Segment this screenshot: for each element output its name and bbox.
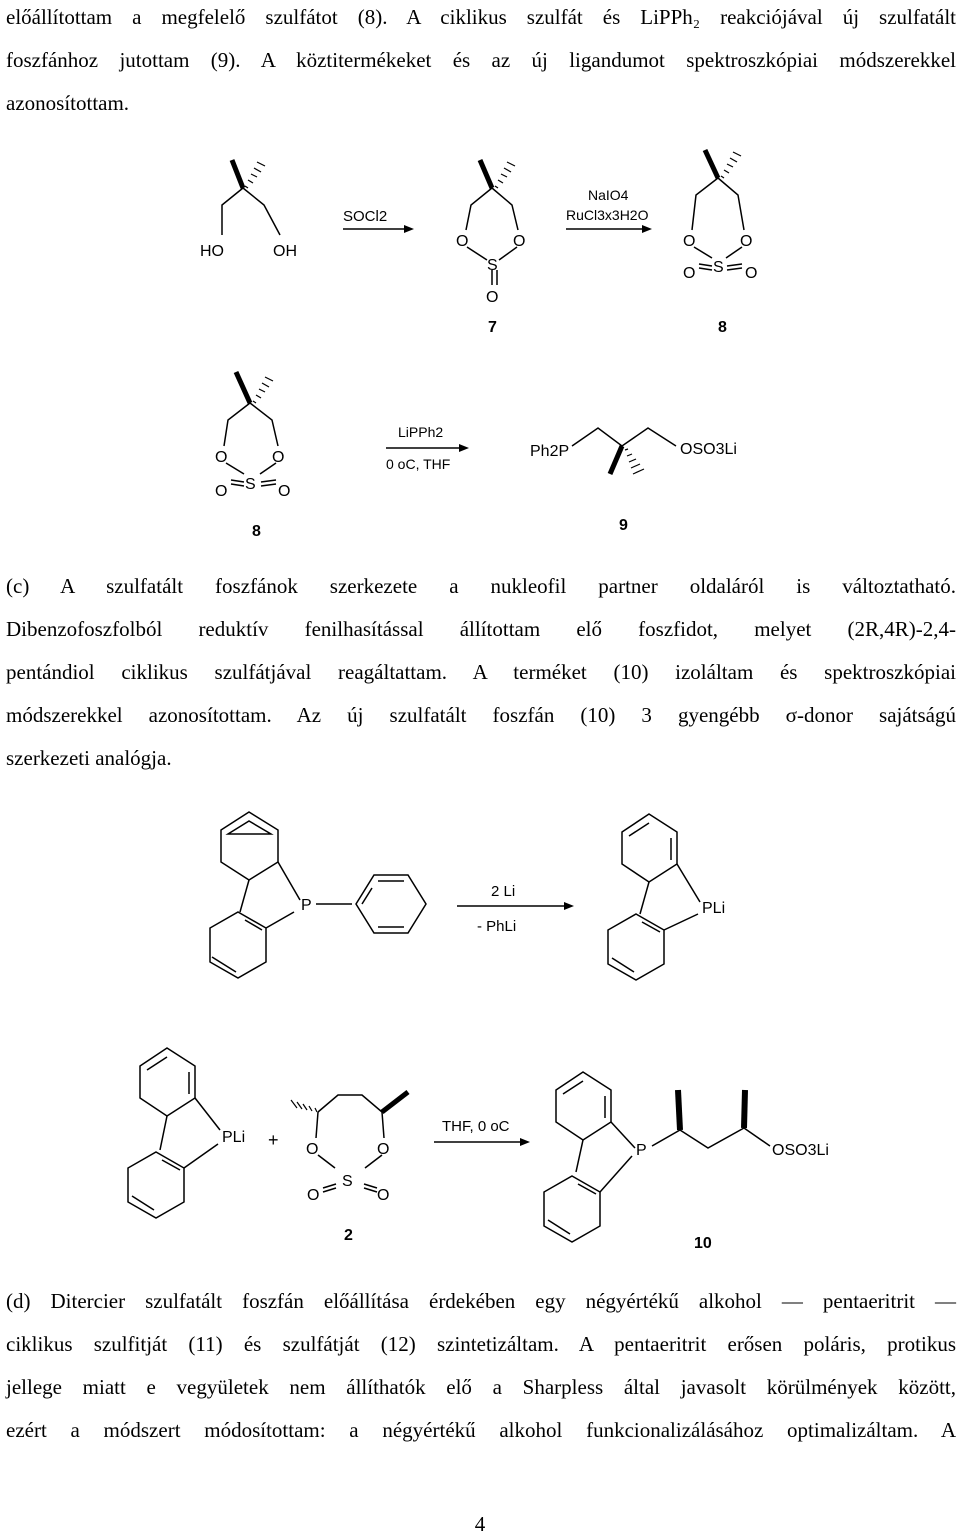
oso3li-group: OSO3Li	[772, 1142, 829, 1159]
reagent-rucl3: RuCl3x3H2O	[566, 207, 649, 223]
scheme-1	[0, 0, 960, 560]
section-d-line-1: (d) Ditercier szulfatált foszfán előállítása érdekében egy négyértékű alkohol — pentaeritrit —	[6, 1289, 956, 1313]
o-atom: O	[278, 483, 291, 500]
section-c-line-5: szerkezeti analógja.	[6, 746, 172, 770]
section-d-line-2: ciklikus szulfitját (11) és szulfátját (12) szintetizáltam. A pentaeritrit erősen poláris, protikus	[6, 1332, 956, 1356]
section-d-paragraph	[6, 1280, 956, 1452]
compound-label-7: 7	[488, 319, 497, 336]
intro-line-3: azonosítottam.	[6, 91, 130, 115]
s-atom: S	[487, 257, 498, 274]
lithium-dibenzophosphide	[608, 814, 725, 980]
reagent-naio4-label: NaIO4	[588, 187, 629, 203]
reagent-socl2: SOCl2	[343, 208, 388, 225]
compound-label-9: 9	[619, 517, 628, 534]
section-c-line-3: pentándiol ciklikus szulfátjával reagáltattam. A terméket (10) izoláltam és spektroszkópiai	[6, 660, 956, 684]
s-atom: S	[713, 259, 724, 276]
o-atom: O	[456, 233, 469, 250]
compound-label-2: 2	[344, 1227, 353, 1244]
o-atom: O	[745, 265, 758, 282]
section-d-line-3: jellege miatt e vegyületek nem állíthatók elő a Sharpless által javasolt körülmények között,	[6, 1375, 956, 1399]
scheme-2	[0, 800, 960, 1270]
o-atom: O	[740, 233, 753, 250]
phenyl-dibenzophosphole	[210, 812, 426, 978]
pli-group: PLi	[222, 1129, 246, 1146]
cyclic-sulfate-8-top	[683, 150, 757, 282]
o-atom: O	[215, 483, 228, 500]
compound-label-10: 10	[694, 1235, 712, 1252]
reagent-lipph2: LiPPh2	[398, 424, 444, 440]
compound-label-8b: 8	[252, 523, 261, 540]
reagent-li: 2 Li	[491, 883, 516, 900]
o-atom: O	[683, 233, 696, 250]
page-number: 4	[474, 1512, 486, 1536]
reagent-phli: - PhLi	[477, 918, 517, 935]
phosphine-sulfate-9	[530, 428, 737, 474]
section-c-line-2: Dibenzofoszfolból reduktív fenilhasítással állítottam elő foszfidot, melyet (2R,4R)-2,4-	[6, 617, 956, 641]
diol-oh: OH	[273, 243, 297, 260]
section-c-line-1: (c) A szulfatált foszfánok szerkezete a nukleofil partner oldaláról is változtatható.	[6, 574, 956, 598]
cyclic-sulfate-8-bottom	[215, 372, 290, 500]
o-atom: O	[683, 265, 696, 282]
o-atom: O	[272, 449, 285, 466]
cyclic-sulfate-2	[291, 1092, 408, 1204]
o-atom: O	[377, 1141, 390, 1158]
reagent-conditions: 0 oC, THF	[386, 456, 451, 472]
phosphine-sulfate-10	[544, 1072, 829, 1242]
p-atom: P	[301, 897, 312, 914]
intro-line-1: előállítottam a megfelelő szulfátot (8). A ciklikus szulfát és LiPPh₂ reakciójával új szulfatált	[6, 5, 956, 29]
compound-label-8: 8	[718, 319, 727, 336]
o-atom: O	[215, 449, 228, 466]
s-atom: S	[342, 1173, 353, 1190]
s-atom: S	[245, 476, 256, 493]
p-atom: P	[636, 1142, 647, 1159]
reaction-conditions: THF, 0 oC	[442, 1118, 510, 1135]
lithium-dibenzophosphide-2	[128, 1048, 245, 1218]
oso3li-group: OSO3Li	[680, 441, 737, 458]
plus-sign: +	[268, 1130, 279, 1150]
diol-structure	[200, 160, 297, 260]
section-c-line-4: módszerekkel azonosítottam. Az új szulfatált foszfán (10) 3 gyengébb σ-donor sajátságú	[6, 703, 956, 727]
cyclic-sulfite-7	[456, 160, 525, 306]
pli-group: PLi	[702, 900, 726, 917]
intro-line-2: foszfánhoz jutottam (9). A köztitermékeket és az új ligandumot spektroszkópiai módszerekkel	[6, 48, 956, 72]
section-d-line-4: ezért a módszert módosítottam: a négyértékű alkohol funkcionalizálásához optimalizáltam. A	[6, 1418, 956, 1442]
ph2p-group: Ph2P	[530, 443, 570, 460]
diol-ho: HO	[200, 243, 224, 260]
o-atom: O	[377, 1187, 390, 1204]
o-atom: O	[513, 233, 526, 250]
o-atom: O	[486, 289, 499, 306]
o-atom: O	[306, 1141, 319, 1158]
section-c-paragraph	[6, 565, 956, 780]
o-atom: O	[307, 1187, 320, 1204]
